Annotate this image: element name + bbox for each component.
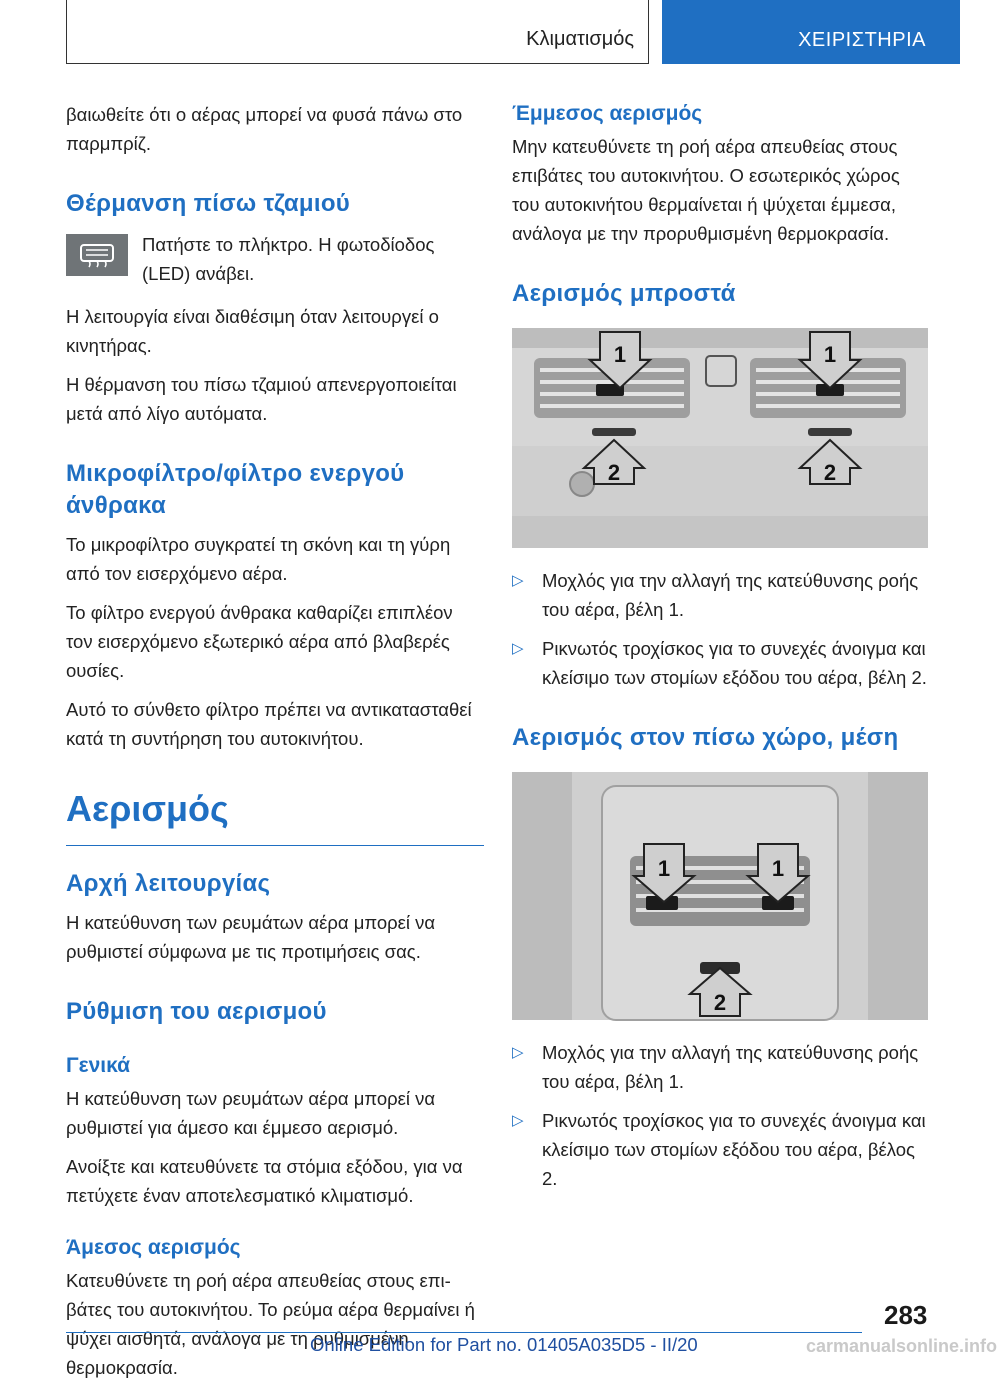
bullet-text: Ρικνωτός τροχίσκος για το συνεχές άνοιγμα και κλείσιμο των στομίων εξόδου του αέρα, βέλος 2. (542, 1110, 926, 1189)
bullet-triangle-icon: ▷ (512, 1112, 524, 1129)
arrow-label: 1 (613, 342, 627, 367)
heading-indirect: Έμμεσος αερισμός (512, 102, 703, 125)
list-item (512, 1106, 928, 1193)
footer-divider (66, 1332, 862, 1333)
bullet-text: Μοχλός για την αλλαγή της κατεύθυνσης ροής του αέρα, βέλη 1. (542, 1042, 919, 1092)
paragraph-press-button: Πατήστε το πλήκτρο. Η φωτοδίοδος (LED) ανάβει. (142, 234, 435, 284)
paragraph-general-2: Ανοίξτε και κατευθύνετε τα στόμια εξόδου, για να πετύχετε έναν αποτελεσματικό κλιματισμό. (66, 1156, 463, 1206)
arrow-label: 1 (771, 856, 785, 881)
list-item (512, 634, 928, 692)
list-item (512, 566, 928, 624)
paragraph-filter-3: Αυτό το σύνθετο φίλτρο πρέπει να αντικατασταθεί κατά τη συντήρηση του αυτοκινήτου. (66, 699, 472, 749)
heading-adjust: Ρύθμιση του αερισμού (66, 998, 327, 1025)
bullet-triangle-icon: ▷ (512, 640, 524, 657)
watermark: carmanualsonline.info (806, 1336, 997, 1356)
header-chapter-tab[interactable] (662, 0, 960, 64)
footer-edition: Online Edition for Part no. 01405A035D5 - II/20 (310, 1334, 698, 1355)
left-column (66, 100, 484, 1392)
list-item (512, 1038, 928, 1096)
paragraph-filter-1: Το μικροφίλτρο συγκρατεί τη σκόνη και τη γύρη από τον εισερχόμενο αέρα. (66, 534, 451, 584)
heading-rear-defrost: Θέρμανση πίσω τζαμιού (66, 190, 351, 217)
paragraph-indirect: Μην κατευθύνετε τη ροή αέρα απευθείας στους επιβάτες του αυτοκινήτου. Ο εσωτερικός χώρος του αυτοκινήτου θερμαίνεται ή ψύχεται έμμεσα, ανάλογα με την προρυθμισμένη θερμοκρασία. (512, 136, 900, 244)
arrow-label: 1 (657, 856, 671, 881)
bullet-triangle-icon: ▷ (512, 1044, 524, 1061)
arrow-label: 2 (823, 460, 837, 485)
right-column (512, 100, 928, 1203)
bullet-text: Μοχλός για την αλλαγή της κατεύθυνσης ροής του αέρα, βέλη 1. (542, 570, 919, 620)
heading-rear-ventilation: Αερισμός στον πίσω χώρο, μέση (512, 724, 899, 751)
header-chapter-title: ΧΕΙΡΙΣΤΗΡΙΑ (798, 29, 926, 51)
bullet-text: Ρικνωτός τροχίσκος για το συνεχές άνοιγμα και κλείσιμο των στομίων εξόδου του αέρα, βέλη 2. (542, 638, 927, 688)
rear-defrost-button-row (66, 230, 484, 288)
paragraph-general-1: Η κατεύθυνση των ρευμάτων αέρα μπορεί να ρυθμιστεί για άμεσο και έμμεσο αερισμό. (66, 1088, 436, 1138)
header-section-title: Κλιματισμός (526, 28, 634, 50)
arrow-label: 1 (823, 342, 837, 367)
heading-ventilation: Αερισμός (66, 788, 229, 829)
paragraph-filter-2: Το φίλτρο ενεργού άνθρακα καθαρίζει επιπλέον τον εισερχόμενο εξωτερικό αέρα από βλαβερές ουσίες. (66, 602, 453, 681)
page-number: 283 (884, 1300, 928, 1330)
heading-direct: Άμεσος αερισμός (66, 1236, 241, 1259)
bullet-triangle-icon: ▷ (512, 572, 524, 589)
heading-principle: Αρχή λειτουργίας (66, 870, 271, 897)
rear-vents-figure (512, 772, 928, 1020)
front-vents-figure (512, 328, 928, 548)
section-divider (66, 845, 484, 846)
paragraph-auto-off: Η θέρμανση του πίσω τζαμιού απενεργοποιείται μετά από λίγο αυτόματα. (66, 374, 457, 424)
paragraph-windshield: βαιωθείτε ότι ο αέρας μπορεί να φυσά πάνω στο παρμπρίζ. (66, 104, 463, 154)
arrow-label: 2 (607, 460, 621, 485)
heading-general: Γενικά (66, 1054, 131, 1077)
heading-filter: Μικροφίλτρο/φίλτρο ενεργού άνθρακα (66, 460, 405, 519)
paragraph-available: Η λειτουργία είναι διαθέσιμη όταν λειτουργεί ο κινητήρας. (66, 306, 439, 356)
heading-front-ventilation: Αερισμός μπροστά (512, 280, 736, 307)
header-section-box (66, 0, 649, 64)
paragraph-direct: Κατευθύνετε τη ροή αέρα απευθείας στους επιβάτες του αυτοκινήτου. Το ρεύμα αέρα θερμαίνει ή ψύχει αισθητά, ανάλογα με τη ρυθμισμένη θερμοκρασία. (66, 1270, 475, 1378)
rear-window-defrost-icon (66, 234, 128, 276)
paragraph-principle: Η κατεύθυνση των ρευμάτων αέρα μπορεί να ρυθμιστεί σύμφωνα με τις προτιμήσεις σας. (66, 912, 436, 962)
arrow-label: 2 (713, 990, 727, 1015)
